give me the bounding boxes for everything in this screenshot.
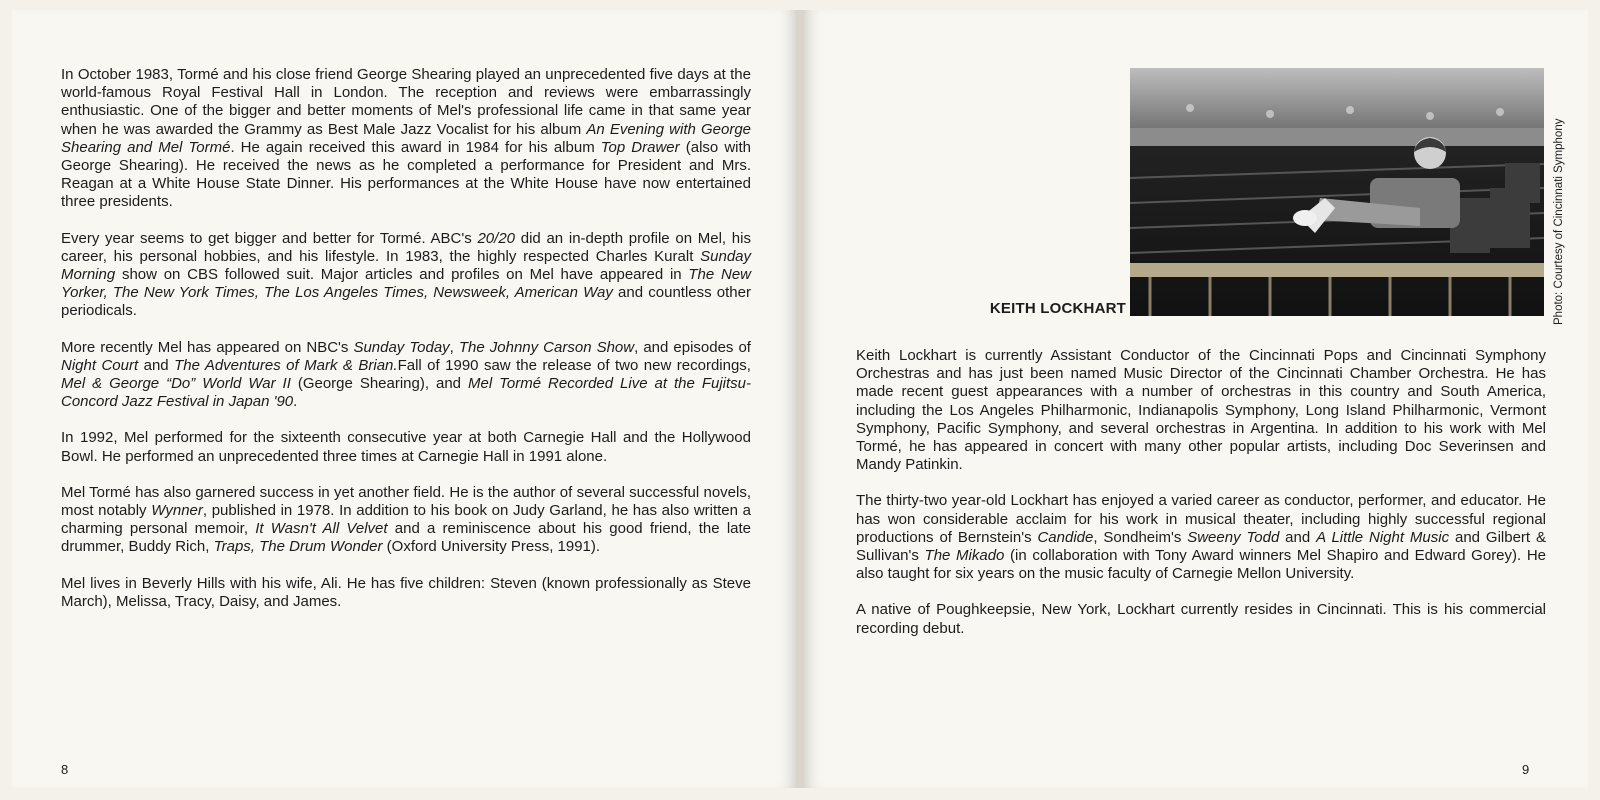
concert-hall-photo-illustration — [1130, 68, 1544, 316]
paragraph-media-profiles: Every year seems to get bigger and better for Tormé. ABC's 20/20 did an in-depth profile on Mel, his career, his personal hobbies, and his lifestyle. In 1983, the highly respected Charles Kuralt Sunday Morning show on CBS followed suit. Major articles and profiles on Mel have appeared in The New Yorker, The New York Times, The Los Angeles Times, Newsweek, American Way and countless other periodicals. — [61, 229, 751, 320]
photo-credit: Photo: Courtesy of Cincinnati Symphony — [1553, 118, 1565, 325]
paragraph-recent-appearances: More recently Mel has appeared on NBC's Sunday Today, The Johnny Carson Show, and episodes of Night Court and The Adventures of Mark & Brian.Fall of 1990 saw the release of two new recordings, Mel & George “Do” World War II (George Shearing), and Mel Tormé Recorded Live at the Fujitsu-Concord Jazz Festival in Japan '90. — [61, 338, 751, 411]
right-text-column — [856, 347, 1546, 656]
book-gutter — [796, 10, 804, 788]
paragraph-royal-festival: In October 1983, Tormé and his close friend George Shearing played an unprecedented five days at the world-famous Royal Festival Hall in London. The reception and reviews were embarrassingly enthusiastic. One of the bigger and better moments of Mel's professional life came in that same year when he was awarded the Grammy as Best Male Jazz Vocalist for his album An Evening with George Shearing and Mel Tormé. He again received this award in 1984 for his album Top Drawer (also with George Shearing). He received the news as he completed a performance for President and Mrs. Reagan at a White House State Dinner. His performances at the White House have now entertained three presidents. — [61, 66, 752, 211]
left-text-column — [61, 66, 751, 629]
page-number-left: 8 — [61, 762, 69, 777]
paragraph-carnegie-hall: In 1992, Mel performed for the sixteenth consecutive year at both Carnegie Hall and the Hollywood Bowl. He performed an unprecedented three times at Carnegie Hall in 1991 alone. — [61, 429, 751, 465]
paragraph-family: Mel lives in Beverly Hills with his wife, Ali. He has five children: Steven (known professionally as Steve March), Melissa, Tracy, Daisy, and James. — [61, 574, 751, 610]
photo-caption: KEITH LOCKHART — [989, 300, 1126, 317]
portrait-photo — [1130, 68, 1544, 316]
paragraph-author: Mel Tormé has also garnered success in yet another field. He is the author of several successful novels, most notably Wynner, published in 1978. In addition to his book on Judy Garland, he has also written a charming personal memoir, It Wasn't All Velvet and a reminiscence about his good friend, the late drummer, Buddy Rich, Traps, The Drum Wonder (Oxford University Press, 1991). — [61, 483, 751, 556]
right-page — [804, 10, 1588, 788]
left-page — [12, 10, 796, 788]
paragraph-lockhart-hometown: A native of Poughkeepsie, New York, Lockhart currently resides in Cincinnati. This is his commercial recording debut. — [856, 601, 1546, 637]
page-number-right: 9 — [1522, 762, 1530, 777]
paragraph-lockhart-intro: Keith Lockhart is currently Assistant Conductor of the Cincinnati Pops and Cincinnati Symphony Orchestras and has just been named Music Director of the Cincinnati Chamber Orchestra. He has made recent guest appearances with a number of orchestras in this country and South America, including the Los Angeles Philharmonic, Indianapolis Symphony, Long Island Philharmonic, Vermont Symphony, Pacific Symphony, and several orchestras in Argentina. In addition to his work with Mel Tormé, he has appeared in concert with many other popular artists, including Doc Severinsen and Mandy Patinkin. — [856, 347, 1546, 474]
paragraph-lockhart-career: The thirty-two year-old Lockhart has enjoyed a varied career as conductor, performer, and educator. He has won considerable acclaim for his work in musical theater, including highly successful regional productions of Bernstein's Candide, Sondheim's Sweeny Todd and A Little Night Music and Gilbert & Sullivan's The Mikado (in collaboration with Tony Award winners Mel Shapiro and Edward Gorey). He also taught for six years on the music faculty of Carnegie Mellon University. — [856, 492, 1547, 583]
